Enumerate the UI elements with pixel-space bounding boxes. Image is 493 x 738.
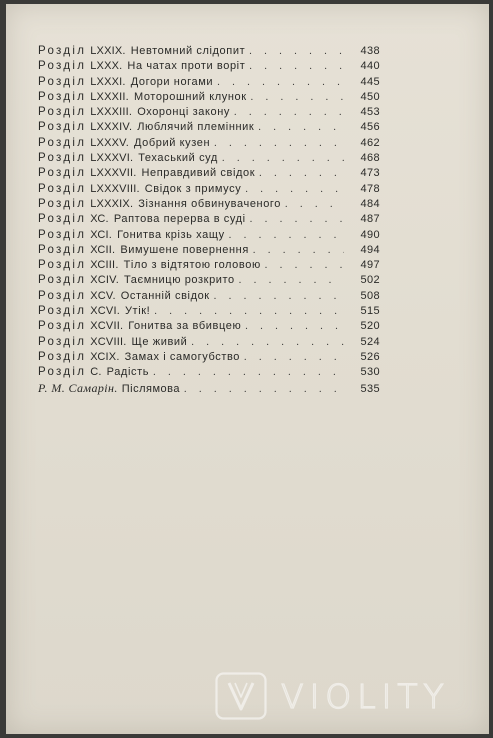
entry-page: 487 xyxy=(360,213,380,226)
entry-label: Розділ xyxy=(38,197,87,210)
toc-entry xyxy=(38,335,380,350)
entry-page: 502 xyxy=(360,274,380,287)
entry-page: 440 xyxy=(360,60,380,73)
entry-label: Розділ xyxy=(38,90,87,103)
entry-title: Таємницю розкрито xyxy=(123,274,235,287)
entry-chapter: XCVIII. xyxy=(90,335,127,348)
table-of-contents xyxy=(38,44,380,396)
toc-entry xyxy=(38,212,380,227)
entry-page: 497 xyxy=(360,259,380,272)
entry-label: Розділ xyxy=(38,305,87,318)
entry-chapter: LXXXII. xyxy=(90,90,129,103)
toc-entry xyxy=(38,59,380,74)
violity-v-logo-icon xyxy=(215,672,267,720)
entry-chapter: LXXXV. xyxy=(90,136,129,149)
entry-title: Ще живий xyxy=(131,335,188,348)
entry-page: 526 xyxy=(360,350,380,363)
entry-title: Догори ногами xyxy=(130,75,214,88)
entry-label: Розділ xyxy=(38,182,87,195)
toc-entry xyxy=(38,197,380,212)
entry-chapter: ХСІХ. xyxy=(90,350,120,363)
entry-page: 530 xyxy=(360,366,380,379)
toc-entry xyxy=(38,182,380,197)
entry-label: Розділ xyxy=(38,243,87,256)
dot-leader xyxy=(214,136,344,151)
dot-leader xyxy=(285,197,344,212)
entry-title: Люблячий племінник xyxy=(137,121,255,134)
entry-label: Розділ xyxy=(38,259,87,272)
toc-entry xyxy=(38,44,380,59)
dot-leader xyxy=(258,120,344,135)
dot-leader xyxy=(234,105,344,120)
entry-title: Тіло з відтятою головою xyxy=(123,259,261,272)
entry-chapter: LXXXVI. xyxy=(90,152,134,165)
entry-chapter: С. xyxy=(90,366,102,379)
entry-chapter: ХСІІ. xyxy=(90,243,116,256)
afterword-title: Післямова xyxy=(121,382,181,395)
toc-entry xyxy=(38,136,380,151)
entry-title: Свідок з примусу xyxy=(144,182,242,195)
entry-title: Вимушене повернення xyxy=(120,243,249,256)
entry-label: Розділ xyxy=(38,289,87,302)
entry-title: Гонитва за вбивцею xyxy=(128,320,242,333)
dot-leader xyxy=(154,304,344,319)
entry-label: Розділ xyxy=(38,274,87,287)
entry-label: Розділ xyxy=(38,106,87,119)
entry-chapter: ХСІ. xyxy=(90,228,113,241)
entry-page: 484 xyxy=(360,197,380,210)
entry-chapter: LXXIX. xyxy=(90,45,126,57)
toc-entry xyxy=(38,243,380,258)
entry-chapter: LXXXVIII. xyxy=(90,182,140,195)
entry-page: 473 xyxy=(360,167,380,180)
entry-title: Радість xyxy=(106,366,150,379)
entry-label: Розділ xyxy=(38,213,87,226)
afterword-author: Р. М. Самарін. xyxy=(38,380,118,395)
entry-chapter: XCVII. xyxy=(90,320,124,333)
entry-label: Розділ xyxy=(38,121,87,134)
entry-chapter: ХС. xyxy=(90,213,109,226)
entry-chapter: LXXXIII. xyxy=(90,106,133,119)
entry-chapter: LXXXIX. xyxy=(90,197,134,210)
dot-leader xyxy=(245,319,344,334)
entry-page: 445 xyxy=(360,75,380,88)
dot-leader xyxy=(217,75,344,90)
entry-label: Розділ xyxy=(38,75,87,88)
dot-leader xyxy=(239,273,344,288)
entry-page: 515 xyxy=(360,305,380,318)
dot-leader xyxy=(249,44,344,59)
entry-chapter: LXXXI. xyxy=(90,75,126,88)
dot-leader xyxy=(250,212,344,227)
entry-title: Неправдивий свідок xyxy=(141,167,256,180)
toc-afterword-entry xyxy=(38,381,380,396)
watermark-text: VIOLITY xyxy=(281,676,450,716)
afterword-page: 535 xyxy=(360,382,380,395)
entry-label: Розділ xyxy=(38,152,87,165)
entry-label: Розділ xyxy=(38,136,87,149)
entry-page: 494 xyxy=(360,243,380,256)
dot-leader xyxy=(191,335,344,350)
entry-page: 450 xyxy=(360,90,380,103)
entry-chapter: LXXX. xyxy=(90,60,123,73)
dot-leader xyxy=(251,90,344,105)
entry-page: 468 xyxy=(360,152,380,165)
book-page xyxy=(6,4,489,734)
dot-leader xyxy=(245,182,344,197)
dot-leader xyxy=(259,166,344,181)
entry-title: Гонитва крізь хащу xyxy=(117,228,225,241)
entry-page: 508 xyxy=(360,289,380,302)
entry-title: Невтомний слідопит xyxy=(130,45,246,57)
dot-leader xyxy=(222,151,344,166)
toc-entry xyxy=(38,90,380,105)
dot-leader xyxy=(184,382,344,397)
dot-leader xyxy=(229,228,344,243)
toc-entry xyxy=(38,304,380,319)
entry-chapter: XCVI. xyxy=(90,305,120,318)
entry-label: Розділ xyxy=(38,350,87,363)
entry-title: Моторошний клунок xyxy=(133,90,247,103)
dot-leader xyxy=(153,365,344,380)
entry-chapter: XCV. xyxy=(90,289,116,302)
toc-entry xyxy=(38,120,380,135)
entry-page: 490 xyxy=(360,228,380,241)
toc-entry xyxy=(38,319,380,334)
entry-page: 478 xyxy=(360,182,380,195)
entry-label: Розділ xyxy=(38,335,87,348)
entry-chapter: XCIV. xyxy=(90,274,119,287)
toc-entry xyxy=(38,75,380,90)
entry-label: Розділ xyxy=(38,167,87,180)
entry-chapter: ХСІІІ. xyxy=(90,259,119,272)
entry-page: 520 xyxy=(360,320,380,333)
entry-title: Раптова перерва в суді xyxy=(113,213,246,226)
toc-entry xyxy=(38,289,380,304)
entry-page: 438 xyxy=(360,45,380,57)
toc-entry xyxy=(38,365,380,380)
entry-title: Добрий кузен xyxy=(133,136,211,149)
entry-label: Розділ xyxy=(38,60,87,73)
dot-leader xyxy=(214,289,344,304)
entry-page: 453 xyxy=(360,106,380,119)
entry-chapter: LXXXVII. xyxy=(90,167,137,180)
toc-entry xyxy=(38,105,380,120)
entry-title: Зізнання обвинуваченого xyxy=(138,197,282,210)
entry-title: На чатах проти воріт xyxy=(127,60,246,73)
dot-leader xyxy=(249,59,344,74)
toc-entry xyxy=(38,166,380,181)
entry-title: Утік! xyxy=(124,305,151,318)
entry-label: Розділ xyxy=(38,366,87,379)
dot-leader xyxy=(244,350,344,365)
entry-label: Розділ xyxy=(38,45,87,57)
entry-title: Останній свідок xyxy=(120,289,210,302)
entry-title: Охоронці закону xyxy=(137,106,231,119)
violity-watermark xyxy=(215,672,450,720)
entry-page: 524 xyxy=(360,335,380,348)
toc-entry xyxy=(38,151,380,166)
toc-entry xyxy=(38,228,380,243)
entry-chapter: LXXXIV. xyxy=(90,121,133,134)
toc-entry xyxy=(38,273,380,288)
entry-title: Замах і самогубство xyxy=(124,350,240,363)
entry-label: Розділ xyxy=(38,228,87,241)
entry-page: 462 xyxy=(360,136,380,149)
dot-leader xyxy=(253,243,344,258)
entry-title: Техаський суд xyxy=(138,152,218,165)
entry-page: 456 xyxy=(360,121,380,134)
toc-entry xyxy=(38,350,380,365)
entry-label: Розділ xyxy=(38,320,87,333)
dot-leader xyxy=(265,258,344,273)
toc-entry xyxy=(38,258,380,273)
